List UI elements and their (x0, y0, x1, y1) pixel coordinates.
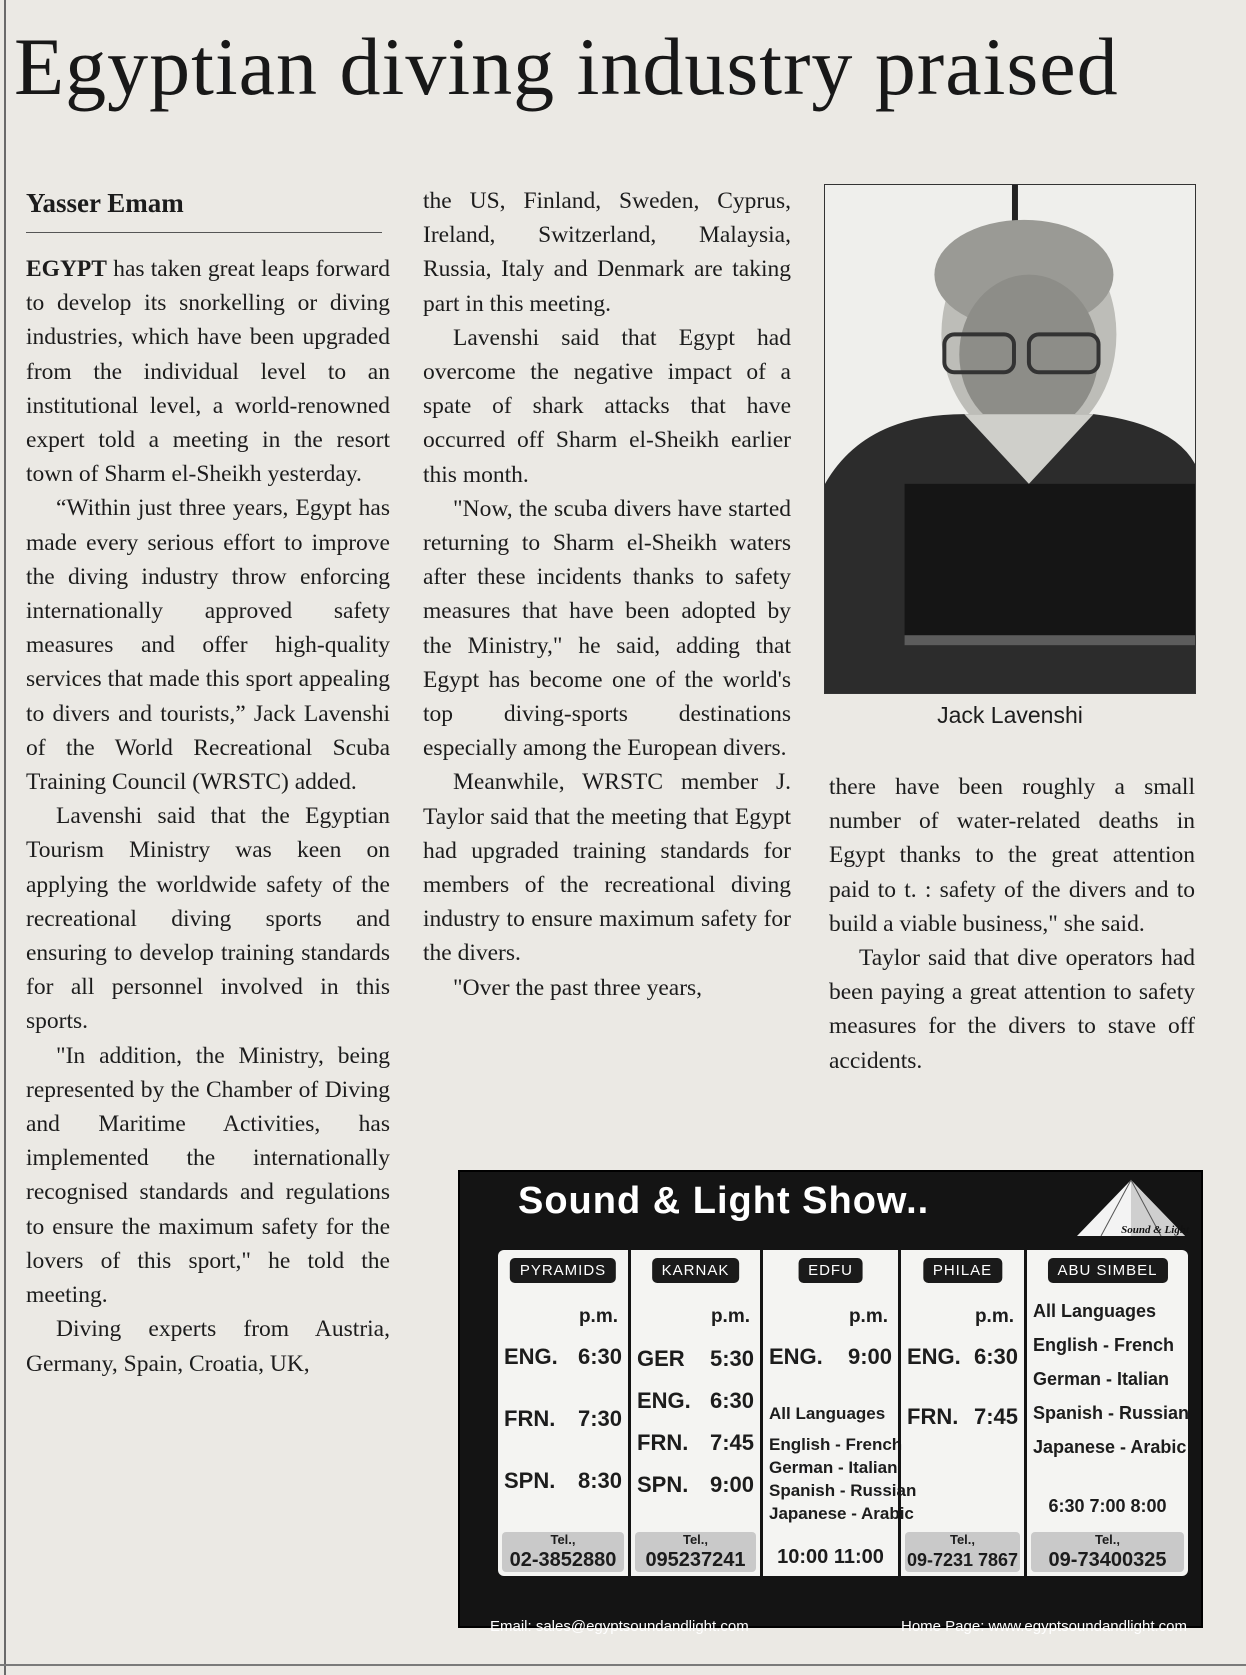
ad-title: Sound & Light Show.. (518, 1180, 930, 1222)
headline: Egyptian diving industry praised (14, 21, 1119, 112)
photo-caption: Jack Lavenshi (937, 702, 1083, 728)
venue-phone: Tel., 09-73400325 (1031, 1532, 1184, 1572)
language-list: All Languages English - French German - Italian Spanish - Russian Japanese - Arabic (1033, 1301, 1190, 1457)
ad-email: Email: sales@egyptsoundandlight.com (490, 1618, 749, 1635)
venue-name: KARNAK (652, 1258, 740, 1283)
article-column-2 (423, 184, 791, 1005)
show-times: 6:30 7:00 8:00 (1048, 1496, 1167, 1516)
ad-logo-text: Sound & Light (1121, 1224, 1189, 1236)
schedule-table (498, 1250, 1188, 1576)
venue-philae: PHILAE p.m. ENG. 6:30 FRN. 7:45 Tel., 09-7231 7867 (898, 1250, 1024, 1576)
venue-name: PYRAMIDS (510, 1258, 616, 1283)
page-bottom-rule (0, 1664, 1246, 1666)
venue-abu-simbel (1024, 1250, 1188, 1576)
venue-name: ABU SIMBEL (1047, 1258, 1167, 1283)
pm-label: p.m. (710, 1306, 750, 1327)
paragraph: the US, Finland, Sweden, Cyprus, Ireland, Switzerland, Malaysia, Russia, Italy and Denmark are taking part in this meeting. (423, 188, 791, 317)
venue-name: PHILAE (923, 1258, 1002, 1283)
venue-phone: Tel., 02-3852880 (502, 1532, 624, 1572)
paragraph: "Now, the scuba divers have started returning to Sharm el-Sheikh waters after these incidents thanks to safety measures that have been adopted by the Ministry," he said, adding that Egypt has become one of the world's top diving-sports destinations especially among the European divers. (423, 495, 791, 762)
portrait-photo (824, 184, 1196, 694)
lead-word: EGYPT (26, 256, 107, 282)
paragraph: "Over the past three years, (453, 974, 703, 1001)
pm-label: p.m. (974, 1306, 1014, 1327)
show-times: 10:00 11:00 (777, 1546, 884, 1568)
paragraph: Meanwhile, WRSTC member J. Taylor said that the meeting that Egypt had upgraded training standards for members of the recreational diving industry to ensure maximum safety for the divers. (423, 769, 791, 967)
paragraph: "In addition, the Ministry, being represented by the Chamber of Diving and Maritime Activities, has implemented the internationally recognised standards and regulations to ensure the maximum safety for the lovers of this sport," he told the meeting. (26, 1042, 390, 1309)
language-list: All Languages English - French German - Italian Spanish - Russian Japanese - Arabic (769, 1404, 917, 1523)
venue-edfu: EDFU p.m. ENG. 9:00 All Languages English - French German - Italian Spanish - Russian Japanese - Arabic 10:00 11:00 (760, 1250, 898, 1576)
paragraph: there have been roughly a small number of water-related deaths in Egypt thanks to the great attention paid to t. : safety of the divers and to build a viable business," she said. (829, 774, 1195, 937)
page-border (4, 0, 6, 1675)
venue-name: EDFU (798, 1258, 863, 1283)
venue-karnak: KARNAK p.m. GER 5:30 ENG. 6:30 FRN. 7:45 SPN. 9:00 Tel., 095237241 (628, 1250, 760, 1576)
portrait-image (825, 185, 1195, 693)
paragraph: “Within just three years, Egypt has made every serious effort to improve the diving industry throw enforcing internationally approved safety measures and offer high-quality services that made this sport appealing to divers and tourists,” Jack Lavenshi of the World Recreational Scuba Training Council (WRSTC) added. (26, 495, 390, 796)
article-column-3 (829, 770, 1195, 1078)
ad-homepage: Home Page: www.egyptsoundandlight.com (901, 1618, 1187, 1635)
pm-label: p.m. (578, 1306, 618, 1327)
byline: Yasser Emam (26, 186, 382, 233)
paragraph: Lavenshi said that Egypt had overcome the negative impact of a spate of shark attacks that have occurred off Sharm el-Sheikh earlier this month. (423, 324, 791, 488)
paragraph: EGYPT has taken great leaps forward to develop its snorkelling or diving industries, which have been upgraded from the individual level to an institutional level, a world-renowned expert told a meeting in the resort town of Sharm el-Sheikh yesterday. (26, 256, 390, 488)
paragraph: Taylor said that dive operators had been paying a great attention to safety measures for the divers to stave off accidents. (829, 945, 1195, 1074)
venue-phone: Tel., 095237241 (635, 1532, 756, 1572)
venue-phone: Tel., 09-7231 7867 (906, 1532, 1019, 1570)
pm-label: p.m. (848, 1306, 888, 1327)
article-column-1 (26, 252, 390, 1381)
sound-light-advertisement (458, 1170, 1203, 1635)
paragraph: Diving experts from Austria, Germany, Spain, Croatia, UK, (26, 1316, 390, 1377)
paragraph: Lavenshi said that the Egyptian Tourism Ministry was keen on applying the worldwide safety of the recreational diving sports and ensuring to develop training standards for all personnel involved in this sports. (26, 803, 390, 1035)
venue-pyramids: PYRAMIDS p.m. ENG. 6:30 FRN. 7:30 SPN. 8:30 Tel., 02-3852880 (498, 1250, 628, 1576)
